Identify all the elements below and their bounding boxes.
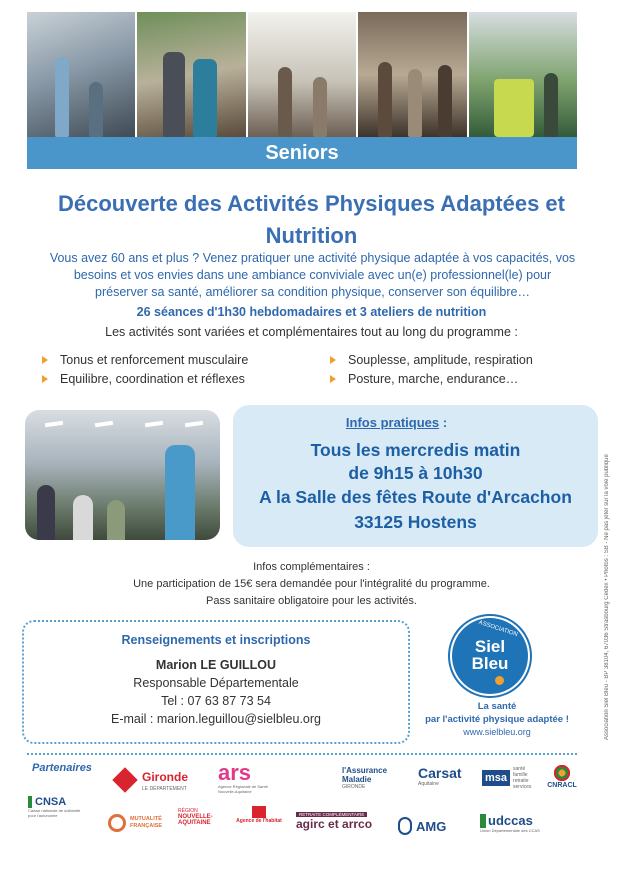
gironde-text: Gironde [142,770,189,784]
info-label [0,415,623,430]
photo-figure [193,59,217,137]
list-item [42,369,248,388]
assurance-maladie-logo [342,766,410,796]
photo-group-exercise [358,12,468,137]
msa-text: msa [482,770,510,786]
activities-list-left [42,350,248,388]
intro-text [35,250,590,301]
agirc-subtext: RETRAITE COMPLÉMENTAIRE [296,812,367,817]
photo-figure [165,445,195,540]
photo-figure [55,57,69,137]
region-top-text: RÉGION [178,808,198,814]
complement-title: Infos complémentaires : [253,561,370,573]
intro-line-1: Vous avez 60 ans et plus ? Venez pratiquer une activité physique adaptée à vos capacités, vos [49,251,576,265]
siel-dot-icon [495,676,504,685]
ars-text: ars [218,760,252,785]
siel-bleu-name [452,638,528,672]
title-line-1: Découverte des Activités Physiques Adaptées et [57,191,565,216]
siel-tagline-2: par l'activité physique adaptée ! [425,714,569,725]
region-text: NOUVELLE-AQUITAINE [178,814,213,826]
region-logo [178,808,234,836]
mutualite-mark-icon [108,814,126,832]
photo-stretching [248,12,358,137]
info-schedule-day: Tous les mercredis matin [310,440,521,460]
mutualite-logo [108,808,174,838]
activity-label: Tonus et renforcement musculaire [60,352,249,367]
intro-line-3: préserver sa santé, améliorer sa condition physique, conserver son équilibre… [95,285,530,299]
gironde-subtext: LE DÉPARTEMENT [142,786,187,792]
info-label-colon: : [439,415,448,430]
agence-mark-icon [252,806,266,818]
list-item [330,350,533,369]
bullet-arrow-icon [330,375,336,383]
amg-text: AMG [416,818,447,834]
ars-logo [218,762,278,796]
ars-subtext: Agence Régionale de Santé Nouvelle-Aquitaine [218,784,268,794]
photo-banner [27,12,577,137]
list-item [42,350,248,369]
agence-text: Agence de l'habitat [236,818,282,824]
partners-label: Partenaires [32,762,92,774]
photo-figure [278,67,292,137]
udccas-logo [480,814,556,844]
agirc-text: agirc et arrco [296,817,373,831]
activities-intro: Les activités sont variées et complémentaires tout au long du programme : [105,325,518,339]
complement-line-2: Pass sanitaire obligatoire pour les activités. [206,595,417,607]
list-item [330,369,533,388]
photo-figure [438,65,452,137]
siel-website-link[interactable]: www.sielbleu.org [463,727,531,737]
activity-label: Souplesse, amplitude, respiration [348,352,533,367]
seniors-banner [27,137,577,169]
cnsa-subtext: Caisse nationale de solidarité pour l'autonomie [28,808,81,818]
agirc-arrco-logo [296,812,392,840]
cnsa-text: CNSA [28,796,66,808]
contact-role: Responsable Départementale [133,676,299,690]
contact-name: Marion LE GUILLOU [155,658,277,672]
carsat-subtext: Aquitaine [418,781,439,787]
title-line-2: Nutrition [265,223,358,248]
info-postcode: 33125 Hostens [354,512,477,532]
bullet-arrow-icon [42,375,48,383]
amg-logo [398,812,462,840]
contact-email[interactable]: E-mail : marion.leguillou@sielbleu.org [110,712,321,726]
photo-figure [73,495,93,540]
cnracl-mark-icon [552,764,572,782]
photo-figure [544,73,558,137]
side-legal-text: Association Siel Bleu - BP 38104, 67036 Strasbourg Cedex • Photos : SB - Ne pas jeter sur la voie publique [604,454,610,740]
photo-figure [107,500,125,540]
info-label-text: Infos pratiques [345,415,440,430]
intro-line-2: besoins et vos envies dans une ambiance conviviale avec un(e) professionnel(le) pour [73,268,552,282]
photo-figure [313,77,327,137]
siel-tagline-1: La santé [477,701,517,712]
photo-walking-seniors [137,12,247,137]
info-location: A la Salle des fêtes Route d'Arcachon [259,487,572,507]
msa-subtext: santé famille retraite services [513,766,532,790]
siel-association-label: ASSOCIATION [477,619,519,639]
cnracl-text: CNRACL [547,782,577,789]
carsat-text: Carsat [418,765,462,781]
complement-line-1: Une participation de 15€ sera demandée pour l'intégralité du programme. [133,578,490,590]
activities-list-right [330,350,533,388]
agence-habitat-logo [236,806,282,842]
siel-name-line-1: Siel [474,637,506,656]
bullet-arrow-icon [42,356,48,364]
cnracl-logo [542,764,582,800]
gironde-text-group [142,768,188,792]
seniors-label: Seniors [265,141,339,164]
activity-label: Posture, marche, endurance… [348,371,519,386]
activity-label: Equilibre, coordination et réflexes [60,371,245,386]
photo-figure [163,52,185,137]
msa-logo [482,762,540,794]
photo-figure [37,485,55,540]
mutualite-text: MUTUALITÉ FRANÇAISE [130,816,163,829]
sessions-text: 26 séances d'1h30 hebdomadaires et 3 ateliers de nutrition [136,305,487,319]
carsat-logo [418,766,480,794]
photo-figure [378,62,392,137]
gironde-logo [116,766,212,794]
assurance-text: l'Assurance Maladie [342,766,388,784]
cnsa-logo [28,796,88,830]
info-schedule-time: de 9h15 à 10h30 [348,463,483,483]
contact-heading: Renseignements et inscriptions [121,633,311,647]
page-title [20,188,603,252]
photo-fitness-class [27,12,137,137]
photo-exercise-band [469,12,577,137]
siel-name-line-2: Bleu [471,654,509,673]
udccas-subtext: Union Départementale des CCAS [480,828,540,833]
udccas-text: udccas [480,814,533,828]
amg-mark-icon [398,817,412,835]
gironde-mark-icon [112,767,137,792]
bullet-arrow-icon [330,356,336,364]
partners-divider [27,753,577,755]
photo-figure [494,79,534,137]
contact-phone[interactable]: Tel : 07 63 87 73 54 [161,694,271,708]
assurance-subtext: GIRONDE [342,784,366,790]
photo-figure [89,82,103,137]
photo-figure [408,69,422,137]
